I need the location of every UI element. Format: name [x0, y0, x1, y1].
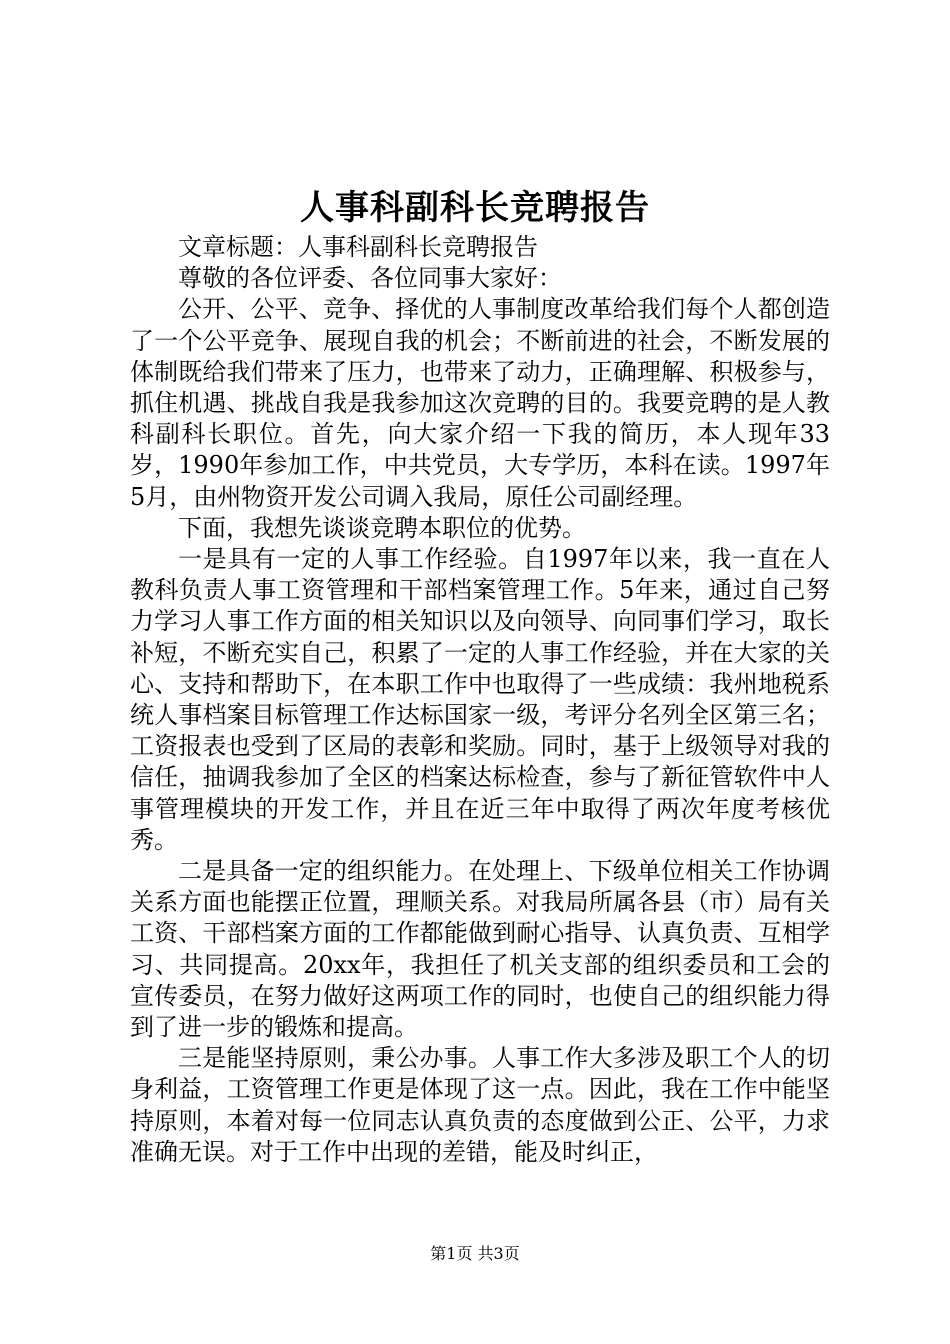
paragraph-greeting: 尊敬的各位评委、各位同事大家好： — [178, 264, 562, 293]
paragraph-advantage-principle: 三是能坚持原则，秉公办事。人事工作大多涉及职工个人的切身利益，工资管理工作更是体现了这一点。因此，我在工作中能坚持原则，本着对每一位同志认真负责的态度做到公正、公平，力求准确无误。对于工作中出现的差错，能及时纠正， — [130, 1044, 830, 1166]
page-number: 第1页 共3页 — [430, 1244, 520, 1263]
paragraph-introduction: 公开、公平、竞争、择优的人事制度改革给我们每个人都创造了一个公平竞争、展现自我的机会；不断前进的社会，不断发展的体制既给我们带来了压力，也带来了动力，正确理解、积极参与，抓住机遇、挑战自我是我参加这次竞聘的目的。我要竞聘的是人教科副科长职位。首先，向大家介绍一下我的简历，本人现年33岁，1990年参加工作，中共党员，大专学历，本科在读。1997年5月，由州物资开发公司调入我局，原任公司副经理。 — [130, 295, 830, 511]
document-body — [130, 232, 830, 1168]
paragraph-article-title: 文章标题：人事科副科长竞聘报告 — [178, 233, 538, 261]
paragraph-advantage-organization: 二是具备一定的组织能力。在处理上、下级单位相关工作协调关系方面也能摆正位置，理顺关系。对我局所属各县（市）局有关工资、干部档案方面的工作都能做到耐心指导、认真负责、互相学习、共同提高。20xx年，我担任了机关支部的组织委员和工会的宣传委员，在努力做好这两项工作的同时，也使自己的组织能力得到了进一步的锻炼和提高。 — [130, 857, 830, 1042]
paragraph-advantage-experience: 一是具有一定的人事工作经验。自1997年以来，我一直在人教科负责人事工资管理和干部档案管理工作。5年来，通过自己努力学习人事工作方面的相关知识以及向领导、向同事们学习，取长补短，不断充实自己，积累了一定的人事工作经验，并在大家的关心、支持和帮助下，在本职工作中也取得了一些成绩：我州地税系统人事档案目标管理工作达标国家一级，考评分名列全区第三名；工资报表也受到了区局的表彰和奖励。同时，基于上级领导对我的信任，抽调我参加了全区的档案达标检查，参与了新征管软件中人事管理模块的开发工作，并且在近三年中取得了两次年度考核优秀。 — [130, 545, 830, 854]
document-title: 人事科副科长竞聘报告 — [300, 188, 650, 228]
paragraph-advantages-intro: 下面，我想先谈谈竞聘本职位的优势。 — [178, 513, 586, 542]
